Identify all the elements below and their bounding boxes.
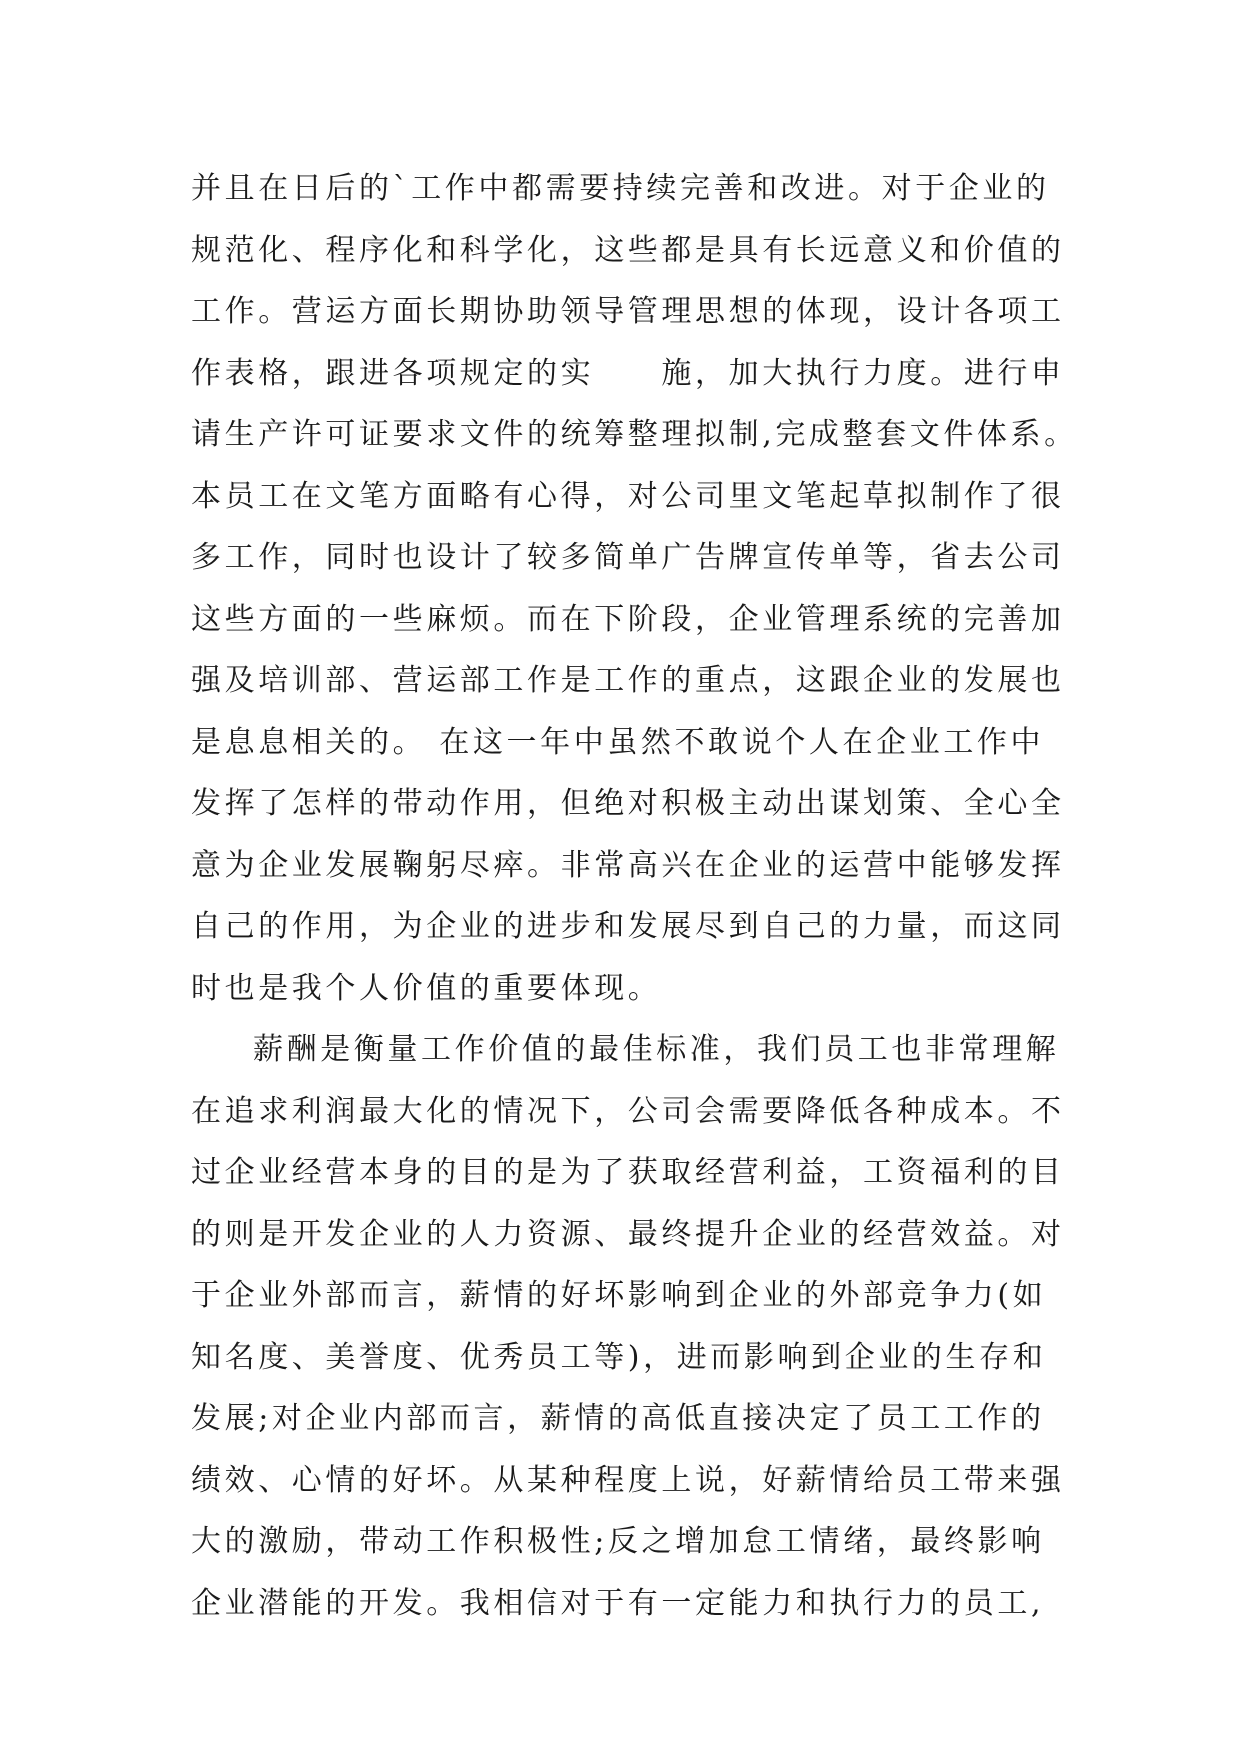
text-line: 多工作，同时也设计了较多简单广告牌宣传单等，省去公司 bbox=[191, 540, 1065, 575]
text-line: 大的激励，带动工作积极性;反之增加怠工情绪，最终影响 bbox=[191, 1524, 1045, 1559]
text-line: 本员工在文笔方面略有心得，对公司里文笔起草拟制作了很 bbox=[191, 478, 1065, 514]
text-line: 请生产许可证要求文件的统筹整理拟制,完成整套文件体系。 bbox=[191, 417, 1078, 452]
text-line: 强及培训部、营运部工作是工作的重点，这跟企业的发展也 bbox=[191, 663, 1065, 698]
text-line: 规范化、程序化和科学化，这些都是具有长远意义和价值的 bbox=[191, 232, 1065, 268]
text-line: 发挥了怎样的带动作用，但绝对积极主动出谋划策、全心全 bbox=[191, 786, 1065, 821]
body-text bbox=[191, 158, 1078, 1634]
text-line: 过企业经营本身的目的是为了获取经营利益，工资福利的目 bbox=[191, 1155, 1065, 1190]
text-line: 是息息相关的。 在这一年中虽然不敢说个人在企业工作中 bbox=[191, 724, 1045, 760]
text-line: 时也是我个人价值的重要体现。 bbox=[191, 970, 662, 1006]
text-line: 这些方面的一些麻烦。而在下阶段，企业管理系统的完善加 bbox=[191, 601, 1065, 637]
text-line: 在追求利润最大化的情况下，公司会需要降低各种成本。不 bbox=[191, 1093, 1065, 1129]
paragraph-start-line: 薪酬是衡量工作价值的最佳标准，我们员工也非常理解 bbox=[253, 1032, 1060, 1067]
text-line: 意为企业发展鞠躬尽瘁。非常高兴在企业的运营中能够发挥 bbox=[191, 847, 1065, 883]
text-line: 于企业外部而言，薪情的好坏影响到企业的外部竞争力(如 bbox=[191, 1278, 1047, 1313]
text-line: 的则是开发企业的人力资源、最终提升企业的经营效益。对 bbox=[191, 1216, 1065, 1252]
text-line: 并且在日后的`工作中都需要持续完善和改进。对于企业的 bbox=[191, 171, 1050, 206]
text-line: 知名度、美誉度、优秀员工等)，进而影响到企业的生存和 bbox=[191, 1339, 1047, 1375]
text-line: 工作。营运方面长期协助领导管理思想的体现，设计各项工 bbox=[191, 294, 1065, 329]
text-line: 发展;对企业内部而言，薪情的高低直接决定了员工工作的 bbox=[191, 1401, 1045, 1436]
text-line: 企业潜能的开发。我相信对于有一定能力和执行力的员工, bbox=[191, 1585, 1045, 1621]
text-line: 绩效、心情的好坏。从某种程度上说，好薪情给员工带来强 bbox=[191, 1462, 1065, 1498]
text-line: 作表格，跟进各项规定的实 施，加大执行力度。进行申 bbox=[191, 355, 1065, 391]
text-line: 自己的作用，为企业的进步和发展尽到自己的力量，而这同 bbox=[191, 909, 1065, 944]
